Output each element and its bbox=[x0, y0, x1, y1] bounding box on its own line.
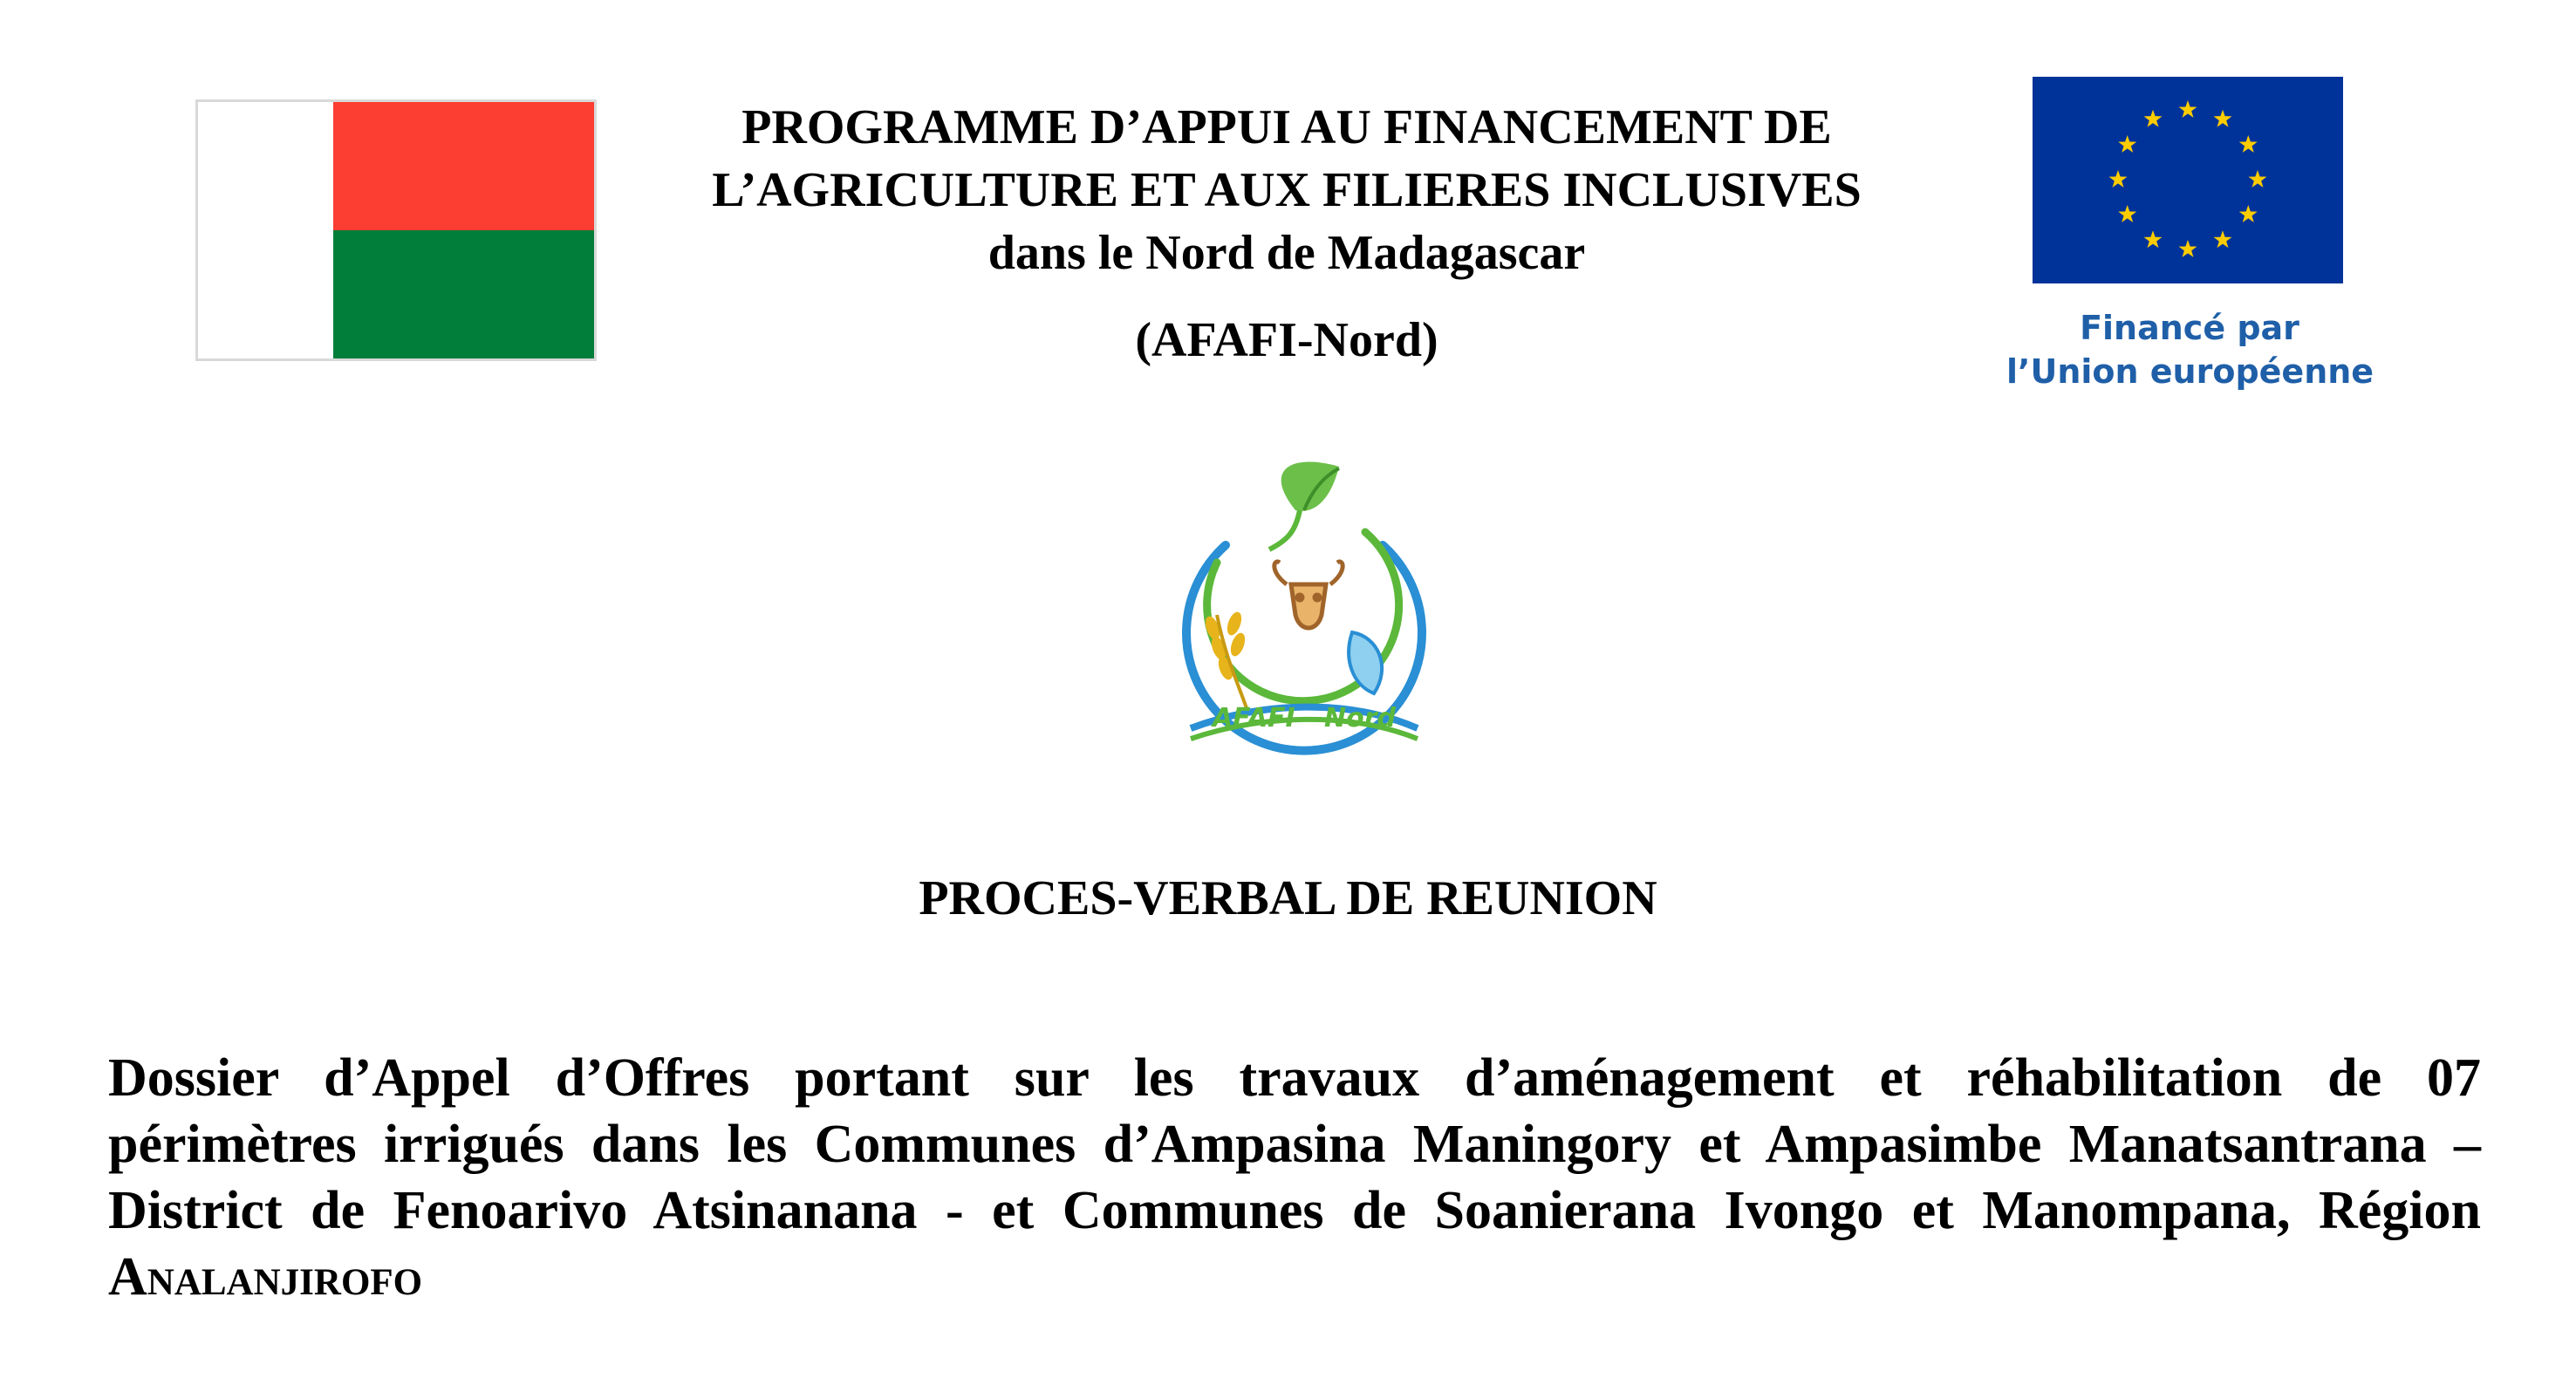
eu-star bbox=[2118, 205, 2136, 222]
subject-line-2: périmètres irrigués dans les Communes d’Ampasina Maningory et Ampasimbe Manatsantrana – bbox=[108, 1115, 2481, 1174]
madagascar-flag bbox=[195, 99, 597, 361]
eu-star bbox=[2239, 205, 2258, 222]
eu-stars-icon bbox=[2033, 77, 2343, 283]
header-line-2: L’AGRICULTURE ET AUX FILIERES INCLUSIVES bbox=[712, 163, 1862, 217]
eu-flag bbox=[2033, 77, 2343, 283]
subject-line-1: Dossier d’Appel d’Offres portant sur les travaux d’aménagement et réhabilitation de 07 bbox=[108, 1048, 2481, 1108]
eu-caption-line-1: Financé par bbox=[2080, 309, 2299, 347]
eu-star bbox=[2179, 100, 2197, 118]
programme-header bbox=[611, 96, 1963, 372]
flag-white-band bbox=[198, 102, 333, 358]
document-subject bbox=[108, 1045, 2481, 1310]
flag-red-band bbox=[333, 102, 594, 230]
eu-star bbox=[2144, 230, 2163, 248]
eu-star bbox=[2214, 110, 2232, 127]
cow-icon bbox=[1274, 562, 1343, 628]
eu-star bbox=[2144, 110, 2163, 127]
subject-line-3: District de Fenoarivo Atsinanana - et Communes de Soanierana Ivongo et Manompana, Région bbox=[108, 1181, 2481, 1240]
eu-caption-line-2: l’Union européenne bbox=[2006, 352, 2374, 391]
subject-line-4: Analanjirofo bbox=[108, 1247, 423, 1307]
eu-star bbox=[2118, 135, 2136, 153]
header-line-1: PROGRAMME D’APPUI AU FINANCEMENT DE bbox=[741, 100, 1832, 154]
document-title: PROCES-VERBAL DE REUNION bbox=[919, 871, 1657, 925]
eu-star bbox=[2179, 240, 2197, 257]
flag-green-band bbox=[333, 230, 594, 358]
eu-star bbox=[2109, 170, 2128, 188]
eu-star bbox=[2239, 135, 2258, 153]
afafi-nord-logo bbox=[1165, 449, 1444, 759]
eu-funding-badge bbox=[2006, 77, 2373, 393]
logo-text: AFAFI - Nord bbox=[1212, 703, 1397, 734]
eu-star bbox=[2214, 230, 2232, 248]
eu-star bbox=[2249, 170, 2267, 188]
header-line-3: dans le Nord de Madagascar bbox=[987, 226, 1586, 280]
programme-acronym: (AFAFI-Nord) bbox=[1135, 313, 1438, 367]
